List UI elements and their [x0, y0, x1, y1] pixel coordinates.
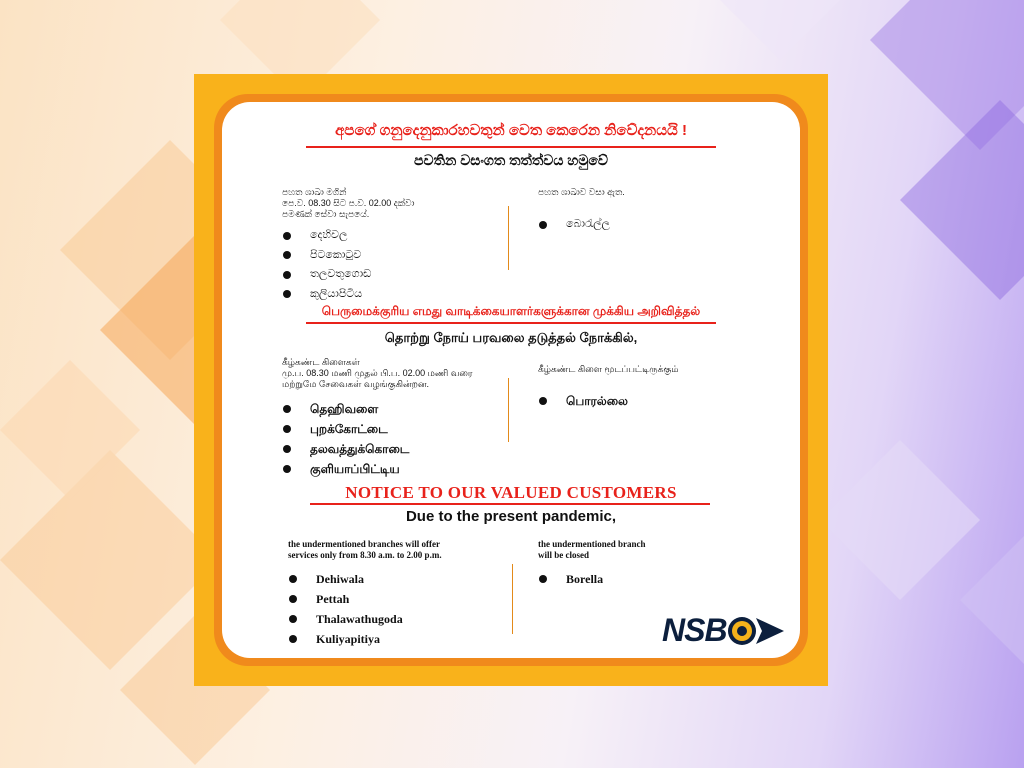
bullet-icon — [283, 465, 291, 473]
nsb-logo: NSB — [662, 610, 788, 650]
english-right-note: the undermentioned branch will be closed — [538, 539, 646, 560]
sinhala-subtitle: පවතින වසංගත තත්ත්වය හමුවේ — [414, 152, 608, 168]
sinhala-title-rule — [306, 146, 716, 148]
sinhala-right-column — [538, 187, 625, 235]
list-item: දෙහිවල — [282, 226, 414, 246]
bullet-icon — [283, 405, 291, 413]
bullet-icon — [283, 251, 291, 259]
list-item: Dehiwala — [288, 569, 442, 589]
tamil-column-divider — [508, 378, 509, 442]
bullet-icon — [289, 595, 297, 603]
sinhala-left-note: පහත ශාඛා මගින් පෙ.ව. 08.30 සිට ප.ව. 02.00 දක්වා පමණක් සේවා සැපයේ. — [282, 187, 415, 219]
list-item: தலவத்துக்கொடை — [282, 439, 473, 459]
tamil-closed-branch-list — [538, 391, 679, 411]
poster-frame — [214, 94, 808, 666]
bullet-icon — [283, 445, 291, 453]
bullet-icon — [289, 575, 297, 583]
list-item: කුලියාපිටිය — [282, 285, 414, 305]
bullet-icon — [539, 221, 547, 229]
sinhala-closed-branch-list — [538, 215, 625, 235]
list-item: குளியாப்பிட்டிய — [282, 459, 473, 479]
list-item: தெஹிவளை — [282, 399, 473, 419]
sinhala-left-column — [282, 187, 414, 304]
english-subtitle: Due to the present pandemic, — [405, 508, 617, 525]
bullet-icon — [283, 271, 291, 279]
tamil-subtitle: தொற்று நோய் பரவலை தடுத்தல் நோக்கில், — [384, 330, 638, 345]
tamil-left-note: கீழ்கண்ட கிளைகள் மு.ப. 08.30 மணி முதல் பி.ப. 02.00 மணி வரை மற்றுமே சேவைகள் வழங்குகின்றன. — [282, 357, 473, 389]
list-item: Pettah — [288, 589, 442, 609]
bullet-icon — [539, 575, 547, 583]
list-item: පිටකොටුව — [282, 246, 414, 266]
english-right-column — [538, 539, 646, 589]
tamil-left-column — [282, 357, 473, 479]
english-closed-branch-list — [538, 569, 646, 589]
english-left-note: the undermentioned branches will offer services only from 8.30 a.m. to 2.00 p.m. — [288, 539, 442, 560]
notice-poster — [194, 74, 828, 686]
sinhala-title: අපගේ ගනුදෙනුකාරහවතුන් වෙත කෙරෙන නිවේදනයයි ! — [335, 122, 687, 139]
bullet-icon — [539, 397, 547, 405]
sinhala-right-note: පහත ශාඛාව වසා ඇත. — [538, 187, 625, 197]
nsb-emblem-icon — [726, 614, 788, 648]
tamil-right-note: கீழ்கண்ட கிளை மூடப்பட்டிருக்கும் — [538, 364, 679, 374]
bullet-icon — [283, 425, 291, 433]
list-item: Borella — [538, 569, 646, 589]
list-item: Kuliyapitiya — [288, 629, 442, 649]
bullet-icon — [283, 290, 291, 298]
list-item: බොරැල්ල — [538, 215, 625, 235]
notice-card — [222, 102, 800, 658]
list-item: புறக்கோட்டை — [282, 419, 473, 439]
tamil-open-branch-list — [282, 399, 473, 479]
english-left-column — [288, 539, 442, 649]
tamil-right-column — [538, 364, 679, 411]
sinhala-open-branch-list — [282, 226, 414, 304]
bullet-icon — [289, 615, 297, 623]
english-column-divider — [512, 564, 513, 634]
sinhala-column-divider — [508, 206, 509, 270]
english-title-rule — [310, 503, 710, 505]
english-open-branch-list — [288, 569, 442, 649]
bullet-icon — [289, 635, 297, 643]
tamil-title-rule — [306, 322, 716, 324]
tamil-title: பெருமைக்குரிய எமது வாடிக்கையாளர்களுக்கான முக்கிய அறிவித்தல் — [321, 304, 701, 318]
list-item: තලවතුගොඩ — [282, 265, 414, 285]
list-item: பொரல்லை — [538, 391, 679, 411]
bullet-icon — [283, 232, 291, 240]
list-item: Thalawathugoda — [288, 609, 442, 629]
english-title: NOTICE TO OUR VALUED CUSTOMERS — [345, 483, 677, 502]
